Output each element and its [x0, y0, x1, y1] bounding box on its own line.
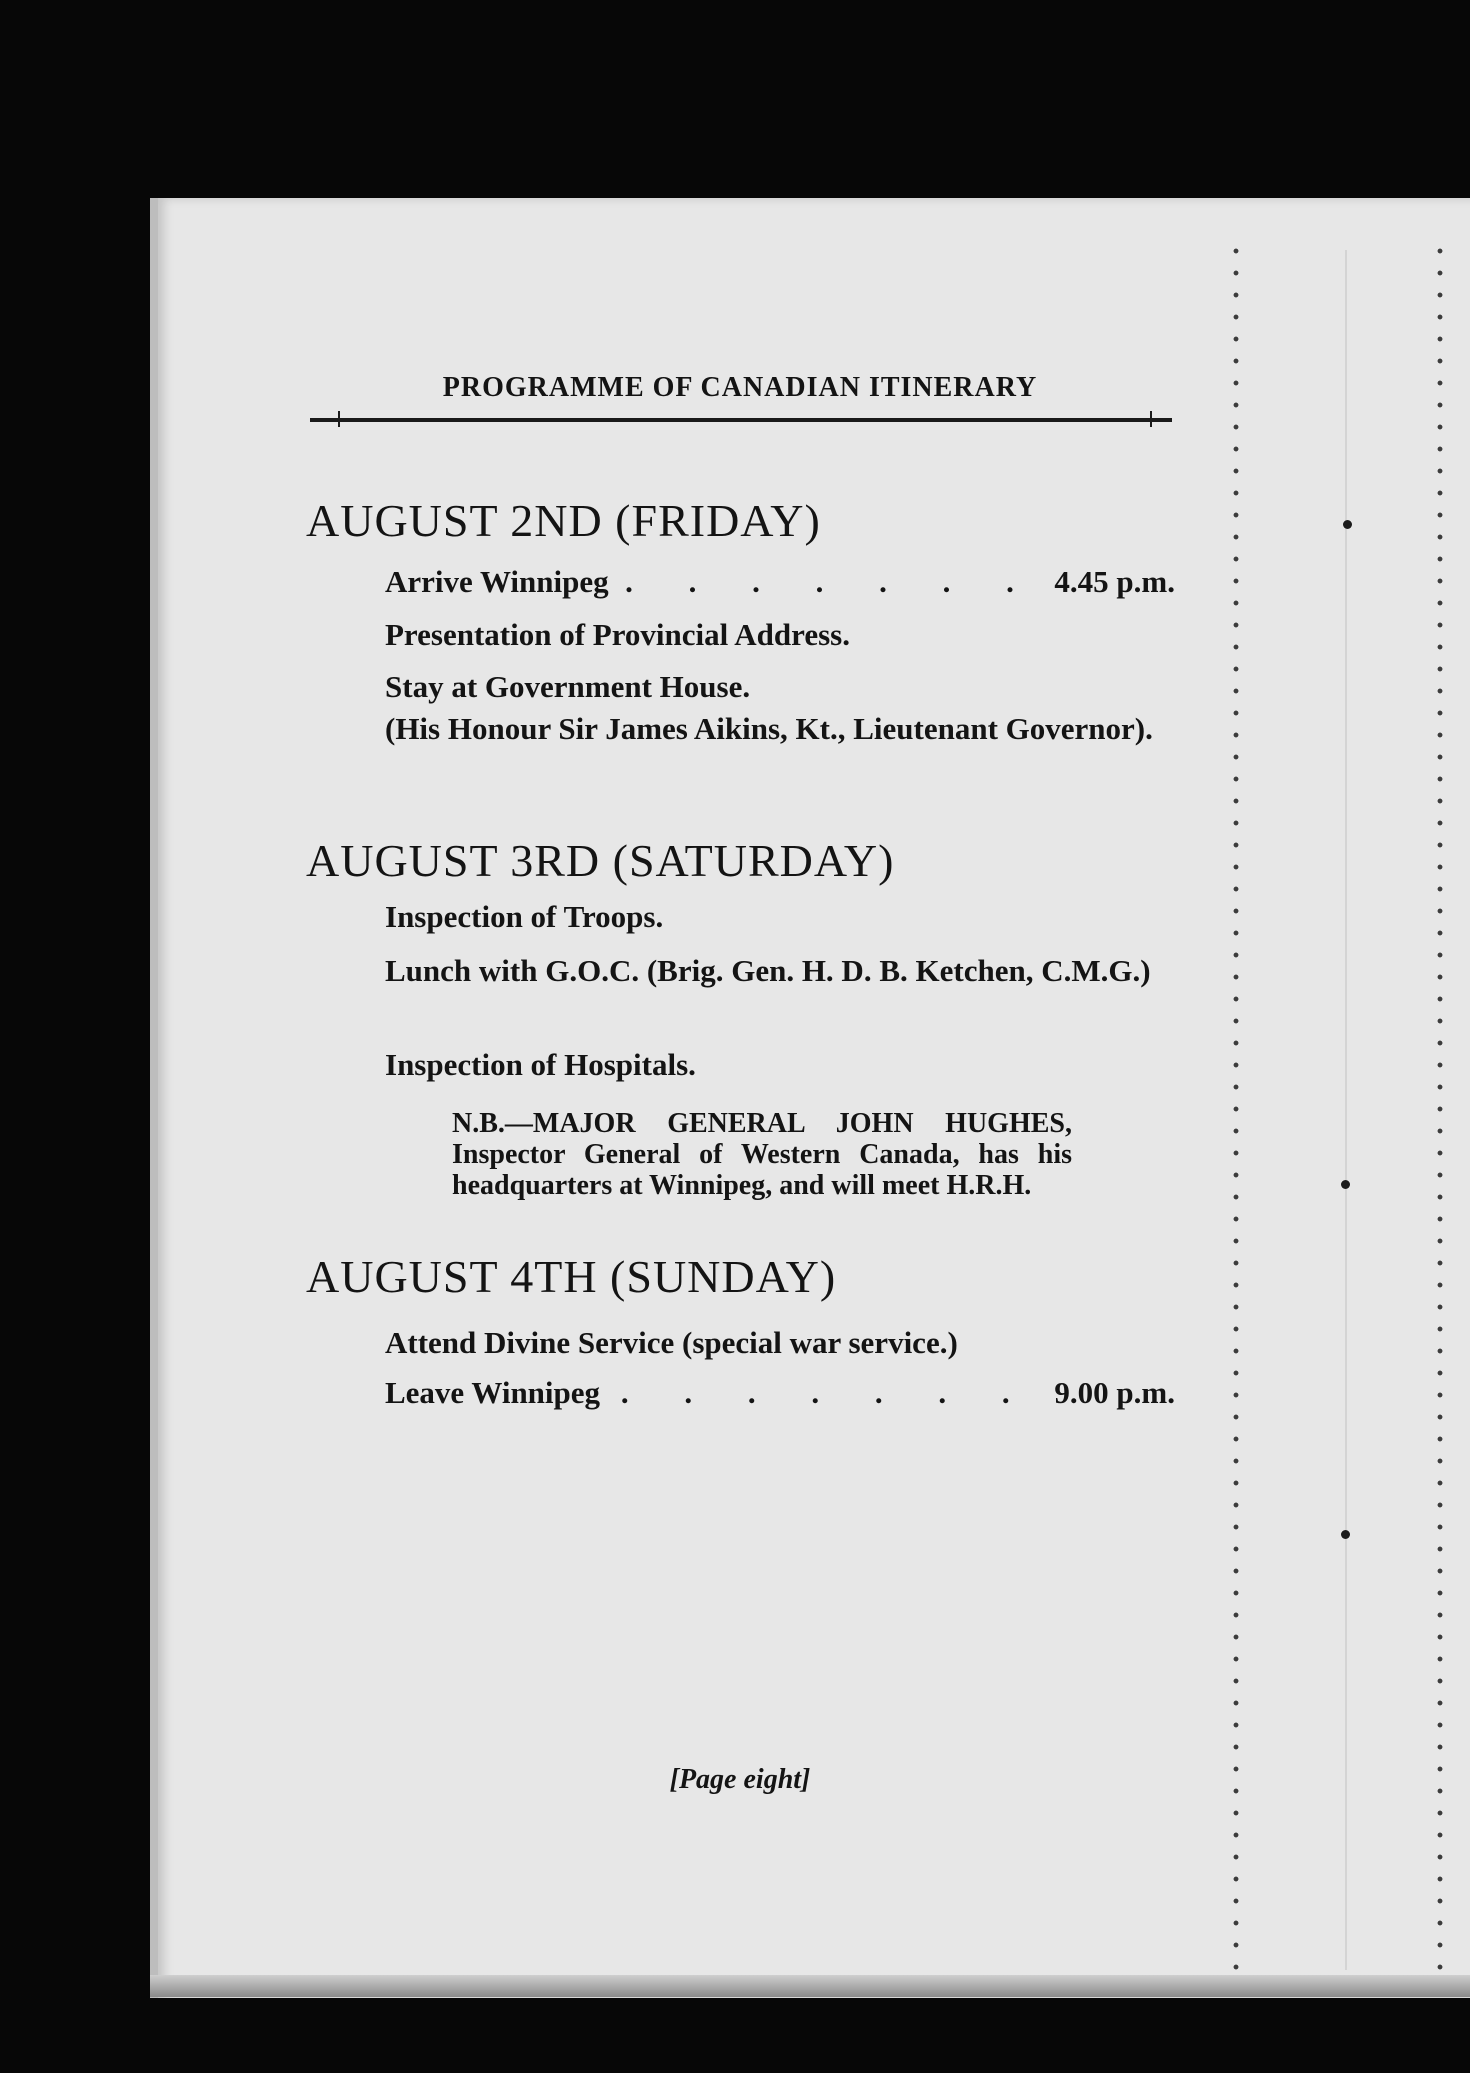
dot-leader: . . . . . . .: [620, 1375, 1034, 1410]
entry-text: Inspection of Hospitals.: [385, 1047, 696, 1082]
dot-leader: . . . . . . .: [625, 564, 1038, 599]
entry-time: 4.45 p.m.: [1054, 564, 1175, 599]
page-footer: [Page eight]: [669, 1764, 811, 1795]
entry-time: 9.00 p.m.: [1054, 1375, 1175, 1410]
entry-text: Arrive Winnipeg: [385, 564, 609, 599]
page-edge: [150, 1975, 1470, 1997]
entry-text: Presentation of Provincial Address.: [385, 617, 850, 652]
margin-dot: [1341, 1530, 1350, 1539]
entry-text: Inspection of Troops.: [385, 899, 664, 934]
margin-dot: [1341, 1180, 1350, 1189]
timed-entry: [385, 563, 1175, 601]
entry-text: Stay at Government House.: [385, 669, 751, 704]
day-heading: AUGUST 3RD (SATURDAY): [306, 835, 895, 886]
document-page: [150, 198, 1470, 1998]
note: N.B.—MAJOR GENERAL JOHN HUGHES, Inspector General of Western Canada, has his headquarters at Winnipeg, and will meet H.R.H.: [452, 1108, 1072, 1201]
entry-text: Attend Divine Service (special war service.): [385, 1325, 958, 1360]
entry-text: Lunch with G.O.C. (Brig. Gen. H. D. B. Ketchen, C.M.G.): [385, 953, 1151, 988]
perforation-dots-left: [1232, 240, 1240, 1980]
day-heading: AUGUST 2ND (FRIDAY): [306, 495, 821, 546]
rule-tick: [1150, 411, 1152, 427]
fold-line: [1345, 250, 1347, 1970]
entry-text: Leave Winnipeg: [385, 1375, 601, 1410]
perforation-dots-right: [1436, 240, 1444, 1980]
rule-tick: [338, 411, 340, 427]
running-head: PROGRAMME OF CANADIAN ITINERARY: [442, 372, 1038, 403]
day-heading: AUGUST 4TH (SUNDAY): [306, 1251, 837, 1302]
entry-text: (His Honour Sir James Aikins, Kt., Lieutenant Governor).: [385, 711, 1153, 746]
timed-entry: [385, 1374, 1175, 1412]
header-rule: [310, 418, 1172, 422]
margin-dot: [1343, 520, 1352, 529]
